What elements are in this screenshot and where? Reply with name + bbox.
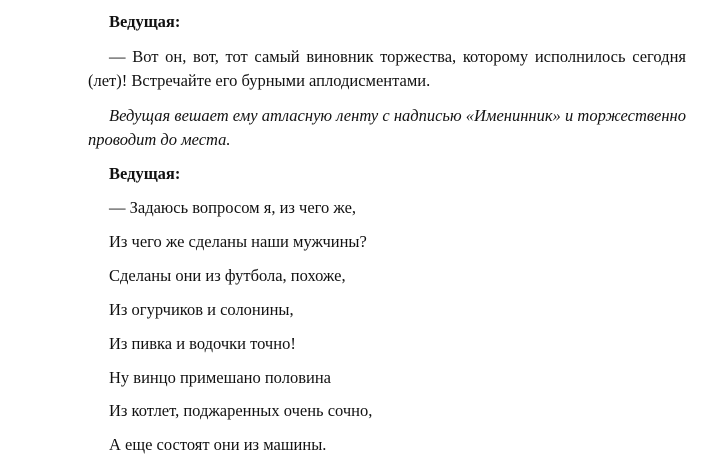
poem-line: — Задаюсь вопросом я, из чего же, xyxy=(109,198,357,217)
poem-line: Из чего же сделаны наши мужчины? xyxy=(109,232,367,251)
poem-line: Из пивка и водочки точно! xyxy=(109,334,296,353)
poem-line: А еще состоят они из машины. xyxy=(109,435,327,454)
poem-line: Из котлет, поджаренных очень сочно, xyxy=(109,401,373,420)
host-speech-paragraph: — Вот он, вот, тот самый виновник торжества, которому исполнилось сегодня (лет)! Встречайте его бурными аплодисментами. xyxy=(88,47,686,90)
poem-line: Ну винцо примешано половина xyxy=(109,368,331,387)
poem-line: Сделаны они из футбола, похоже, xyxy=(109,266,346,285)
speaker-label-1: Ведущая: xyxy=(109,12,181,31)
poem-line: Из огурчиков и солонины, xyxy=(109,300,294,319)
stage-direction-paragraph: Ведущая вешает ему атласную ленту с надписью «Именинник» и торжественно проводит до места. xyxy=(88,106,686,149)
speaker-label-2: Ведущая: xyxy=(109,164,181,183)
